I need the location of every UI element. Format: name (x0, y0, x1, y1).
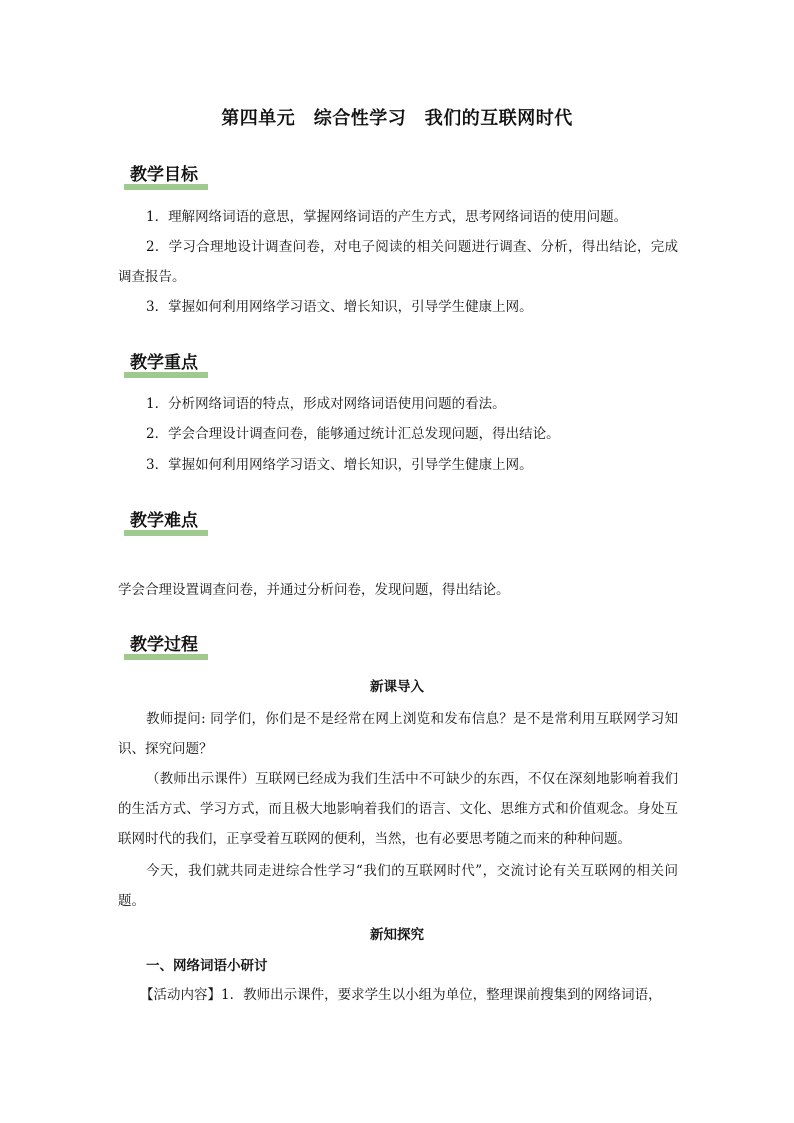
focus-item-3: 3．掌握如何利用网络学习语文、增长知识，引导学生健康上网。 (146, 457, 533, 473)
difficulty-text: 学会合理设置调查问卷，并通过分析问卷，发现问题，得出结论。 (118, 582, 510, 598)
process-paragraph-2: （教师出示课件）互联网已经成为我们生活中不可缺少的东西，不仅在深刻地影响着我们的生活方式、学习方式，而且极大地影响着我们的语言、文化、思维方式和价值观念。身处互联网时代的我们，正享受着互联网的便利，当然，也有必要思考随之而来的种种问题。 (118, 771, 678, 847)
focus-item-1: 1．分析网络词语的特点，形成对网络词语使用问题的看法。 (146, 396, 506, 412)
intro-title: 新课导入 (370, 679, 424, 695)
explore-title: 新知探究 (370, 927, 424, 943)
sub-heading: 一、网络词语小研讨 (146, 958, 268, 974)
process-paragraph-1: 教师提问: 同学们，你们是不是经常在网上浏览和发布信息？是不是常利用互联网学习知识、探究问题？ (118, 711, 678, 757)
section-heading-focus: 教学重点 (124, 348, 204, 375)
focus-item-2: 2．学会合理设计调查问卷，能够通过统计汇总发现问题，得出结论。 (146, 426, 560, 442)
section-heading-difficulty: 教学难点 (124, 506, 204, 533)
page-title: 第四单元 综合性学习 我们的互联网时代 (221, 108, 573, 129)
process-paragraph-3: 今天，我们就共同走进综合性学习“我们的互联网时代”，交流讨论有关互联网的相关问题。 (118, 863, 678, 909)
goal-item-1: 1．理解网络词语的意思，掌握网络词语的产生方式，思考网络词语的使用问题。 (146, 209, 628, 225)
goal-item-3: 3．掌握如何利用网络学习语文、增长知识，引导学生健康上网。 (146, 299, 533, 315)
section-heading-goals: 教学目标 (124, 160, 204, 187)
goal-item-2: 2．学习合理地设计调查问卷，对电子阅读的相关问题进行调查、分析，得出结论，完成调查报告。 (118, 239, 678, 285)
section-heading-process: 教学过程 (124, 630, 204, 657)
activity-text: 【活动内容】1．教师出示课件，要求学生以小组为单位，整理课前搜集到的网络词语， (140, 987, 662, 1003)
